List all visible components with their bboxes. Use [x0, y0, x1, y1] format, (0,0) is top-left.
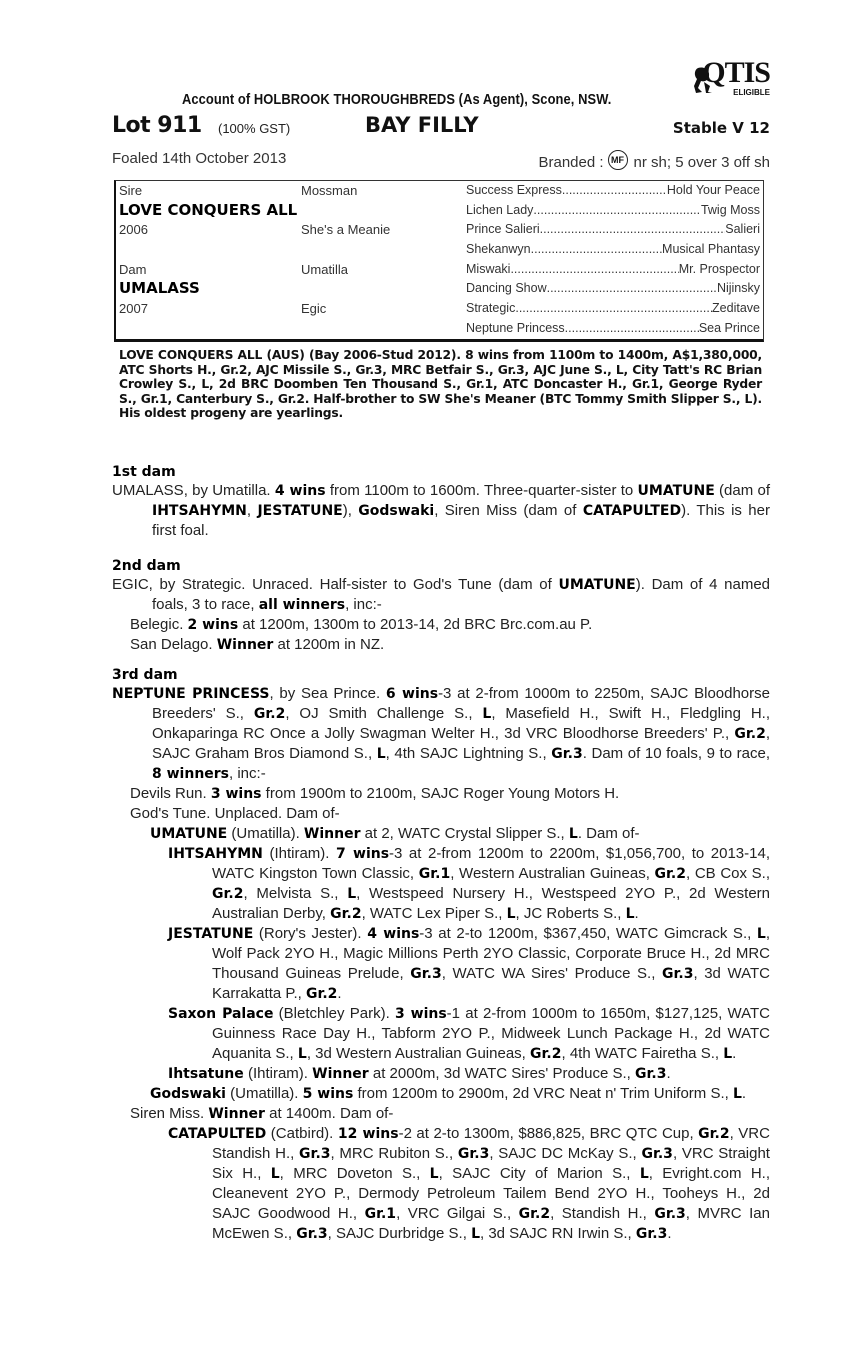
emphasis-text: L: [625, 906, 635, 922]
body-text: -1 at 2-from 1000m to 1650m, $127,125, WATC Guinness Race Day H., Tabform 2YO P., Midweek Lunch Package H., 2d WATC Aquanita S.,: [212, 1005, 770, 1062]
body-text: , MRC Rubiton S.,: [330, 1145, 458, 1162]
emphasis-text: 4 wins: [274, 483, 326, 499]
great-grandparent-sire: Sea Prince: [698, 320, 760, 335]
body-text: -2 at 2-to 1300m, $886,825, BRC QTC Cup,: [398, 1125, 699, 1142]
body-text: ). This is her first foal.: [152, 502, 770, 539]
progeny-entry: [168, 924, 770, 1004]
emphasis-text: Godswaki: [150, 1086, 226, 1102]
emphasis-text: Gr.2: [734, 726, 766, 742]
body-text: , SAJC Durbridge S.,: [327, 1225, 472, 1242]
qtis-eligible-logo: [690, 58, 770, 100]
emphasis-text: IHTSAHYMN: [168, 846, 263, 862]
body-text: , SAJC City of Marion S.,: [438, 1165, 640, 1182]
great-grandparent-row: [466, 201, 760, 221]
body-text: , Westspeed Nursery H., Westspeed 2YO P., 2d Western Australian Derby,: [212, 885, 770, 922]
body-text: , JC Roberts S.,: [515, 905, 626, 922]
dam-sire: Umatilla: [301, 261, 348, 277]
emphasis-text: Gr.2: [305, 986, 338, 1002]
body-text: ,: [246, 502, 258, 519]
leader-dots: [531, 240, 662, 260]
great-grandparent-name: Miswaki: [466, 261, 511, 276]
leader-dots: [565, 319, 699, 339]
second-dam-intro: [112, 575, 770, 615]
foaled-date: Foaled 14th October 2013: [112, 150, 287, 167]
qtis-logo-text: QTIS: [702, 56, 770, 89]
body-text: , VRC Standish H.,: [212, 1125, 770, 1162]
emphasis-text: JESTATUNE: [168, 926, 254, 942]
emphasis-text: 3 wins: [210, 786, 262, 802]
emphasis-text: JESTATUNE: [257, 503, 343, 519]
emphasis-text: 12 wins: [337, 1126, 399, 1142]
body-text: .: [732, 1045, 737, 1062]
body-text: , CB Cox S.,: [686, 865, 770, 882]
body-text: God's Tune. Unplaced. Dam of-: [130, 805, 340, 822]
first-dam-text: [112, 481, 770, 541]
emphasis-text: Gr.3: [299, 1146, 331, 1162]
progeny-entry: [130, 615, 770, 635]
emphasis-text: NEPTUNE PRINCESS: [112, 686, 270, 702]
body-text: , MRC Doveton S.,: [279, 1165, 430, 1182]
progeny-entry: [130, 1104, 770, 1124]
emphasis-text: Winner: [216, 637, 274, 653]
third-dam-intro: [112, 684, 770, 784]
body-text: , SAJC Graham Bros Diamond S.,: [152, 725, 770, 762]
emphasis-text: 6 wins: [385, 686, 439, 702]
sire-dam: She's a Meanie: [301, 222, 391, 238]
body-text: from 1200m to 2900m, 2d VRC Neat n' Trim Uniform S.,: [353, 1085, 733, 1102]
progeny-entry: [150, 824, 770, 844]
leader-dots: [547, 279, 717, 299]
great-grandparent-sire: Twig Moss: [700, 202, 760, 217]
branded-label: Branded :: [538, 154, 604, 171]
progeny-entry: [130, 804, 770, 824]
progeny-entry: [130, 784, 770, 804]
eligible-label: ELIGIBLE: [733, 88, 770, 97]
emphasis-text: 3 wins: [394, 1006, 447, 1022]
emphasis-text: Godswaki: [358, 503, 435, 519]
emphasis-text: L: [506, 906, 516, 922]
progeny-entry: [168, 1124, 770, 1244]
progeny-entry: [150, 1084, 770, 1104]
great-grandparent-row: [466, 299, 760, 319]
great-grandparent-name: Success Express: [466, 183, 562, 197]
leader-dots: [510, 260, 678, 280]
body-text: at 2000m, 3d WATC Sires' Produce S.,: [368, 1065, 636, 1082]
first-dam-heading: 1st dam: [112, 464, 176, 480]
emphasis-text: L: [723, 1046, 733, 1062]
body-text: .: [667, 1225, 672, 1242]
second-dam-progeny-list: [112, 615, 770, 655]
emphasis-text: Gr.3: [410, 966, 442, 982]
emphasis-text: UMATUNE: [558, 577, 636, 593]
body-text: ). Dam of 4 named foals, 3 to race,: [152, 576, 770, 613]
sire-summary: LOVE CONQUERS ALL (AUS) (Bay 2006-Stud 2012). 8 wins from 1100m to 1400m, A$1,380,000, ATC Shorts H., Gr.2, AJC Missile S., Gr.3, MRC Betfair S., Gr.3, AJC June S., L, City Tatt's RC Brian Crowley S., L, 2d BRC Doomben Ten Thousand S., Gr.1, ATC Doncaster H., Gr.1, George Ryder S., Gr.1, Canterbury S., Gr.2. Half-brother to SW She's Meaner (BTC Tommy Smith Slipper S., L). His oldest progeny are yearlings.: [119, 348, 762, 420]
body-text: . Dam of-: [577, 825, 640, 842]
body-text: .: [666, 1065, 671, 1082]
body-text: , 3d WATC Karrakatta P.,: [212, 965, 770, 1002]
emphasis-text: CATAPULTED: [168, 1126, 267, 1142]
emphasis-text: Gr.2: [698, 1126, 730, 1142]
body-text: , WATC WA Sires' Produce S.,: [441, 965, 662, 982]
branded-detail: nr sh; 5 over 3 off sh: [633, 154, 770, 171]
body-text: , Standish H.,: [550, 1205, 655, 1222]
dam-dam: Egic: [301, 301, 327, 317]
sire-year: 2006: [119, 222, 148, 238]
brand-info: [538, 150, 770, 171]
body-text: Belegic.: [130, 616, 188, 633]
emphasis-text: Gr.2: [330, 906, 362, 922]
great-grandparent-sire: Hold Your Peace: [666, 183, 760, 197]
third-dam-heading: 3rd dam: [112, 667, 178, 683]
emphasis-text: L: [376, 746, 386, 762]
body-text: , Western Australian Guineas,: [450, 865, 655, 882]
third-dam-section: [112, 666, 770, 1244]
leader-dots: [515, 299, 712, 319]
horse-title: BAY FILLY: [365, 113, 479, 137]
great-grandparent-name: Strategic: [466, 301, 516, 316]
body-text: , Evright.com H., Cleanevent 2YO P., Dermody Petroleum Tailem Bend 2YO H., Tooheys H., 2d SAJC Goodwood H.,: [212, 1165, 771, 1222]
body-text: , OJ Smith Challenge S.,: [285, 705, 483, 722]
body-text: . Dam of 10 foals, 9 to race,: [582, 745, 770, 762]
stable-location: Stable V 12: [672, 119, 770, 137]
body-text: (dam of: [714, 482, 770, 499]
emphasis-text: L: [639, 1166, 649, 1182]
second-dam-heading: 2nd dam: [112, 558, 181, 574]
body-text: at 1200m, 1300m to 2013-14, 2d BRC Brc.com.au P.: [238, 616, 593, 633]
lot-number: Lot 911: [112, 113, 202, 138]
body-text: , 3d Western Australian Guineas,: [306, 1045, 531, 1062]
emphasis-text: 8 winners: [152, 766, 230, 782]
great-grandparent-row: [466, 279, 760, 299]
lot-header: [112, 113, 770, 141]
body-text: Siren Miss.: [130, 1105, 209, 1122]
body-text: -3 at 2-from 1200m to 2200m, $1,056,700, to 2013-14, WATC Kingston Town Classic,: [212, 845, 770, 882]
body-text: San Delago.: [130, 636, 217, 653]
body-text: , Wolf Pack 2YO H., Magic Millions Perth 2YO Classic, Corporate Bruce H., 2d MRC Thousand Guineas Prelude,: [212, 925, 770, 982]
great-grandparent-name: Prince Salieri: [466, 222, 540, 237]
body-text: from 1100m to 1600m. Three-quarter-sister to: [325, 482, 638, 499]
progeny-entry: [168, 1064, 770, 1084]
body-text: from 1900m to 2100m, SAJC Roger Young Motors H.: [261, 785, 620, 802]
body-text: at 1200m in NZ.: [273, 636, 385, 653]
emphasis-text: Gr.3: [661, 966, 694, 982]
great-grandparent-name: Dancing Show: [466, 281, 547, 296]
pedigree-parents-column: [119, 181, 299, 319]
emphasis-text: Winner: [303, 826, 361, 842]
body-text: ),: [342, 502, 359, 519]
body-text: , Siren Miss (dam of: [434, 502, 583, 519]
body-text: , 4th SAJC Lightning S.,: [385, 745, 552, 762]
progeny-entry: [168, 844, 770, 924]
great-grandparent-sire: Zeditave: [712, 301, 760, 316]
emphasis-text: Gr.3: [654, 1206, 686, 1222]
body-text: .: [337, 985, 342, 1002]
emphasis-text: Gr.3: [635, 1226, 668, 1242]
pedigree-table: [114, 180, 764, 342]
great-grandparent-sire: Mr. Prospector: [678, 261, 760, 276]
emphasis-text: L: [471, 1226, 480, 1242]
body-text: , WATC Lex Piper S.,: [361, 905, 507, 922]
body-text: .: [741, 1085, 747, 1102]
second-dam-section: [112, 557, 770, 655]
emphasis-text: L: [568, 826, 578, 842]
great-grandparent-name: Shekanwyn: [466, 242, 531, 257]
gst-note: (100% GST): [218, 121, 291, 136]
body-text: .: [634, 905, 639, 922]
emphasis-text: Gr.2: [530, 1046, 562, 1062]
emphasis-text: Gr.3: [635, 1066, 667, 1082]
emphasis-text: L: [347, 886, 357, 902]
body-text: , 3d SAJC RN Irwin S.,: [479, 1225, 636, 1242]
emphasis-text: L: [756, 926, 766, 942]
emphasis-text: Saxon Palace: [168, 1006, 274, 1022]
body-text: UMALASS, by Umatilla.: [112, 482, 275, 499]
body-text: , inc:-: [345, 596, 382, 613]
emphasis-text: Gr.1: [418, 866, 451, 882]
brand-mark-icon: MF: [608, 150, 628, 170]
body-text: -3 at 2-from 1000m to 2250m, SAJC Bloodhorse Breeders' S.,: [152, 685, 770, 722]
emphasis-text: Winner: [208, 1106, 265, 1122]
great-grandparent-row: [466, 220, 760, 240]
emphasis-text: 5 wins: [302, 1086, 354, 1102]
sire-name: LOVE CONQUERS ALL: [119, 200, 298, 219]
emphasis-text: 7 wins: [336, 846, 390, 862]
leader-dots: [533, 201, 701, 221]
emphasis-text: Gr.2: [654, 866, 686, 882]
dam-year: 2007: [119, 301, 148, 317]
emphasis-text: CATAPULTED: [582, 503, 682, 519]
great-grandparent-sire: Nijinsky: [716, 281, 760, 296]
body-text: , Masefield H., Swift H., Fledgling H., Onkaparinga RC Once a Jolly Swagman Welter H., 3d VRC Bloodhorse Breeders' P.,: [152, 705, 770, 742]
first-dam-section: [112, 463, 770, 541]
emphasis-text: Gr.2: [518, 1206, 551, 1222]
emphasis-text: IHTSAHYMN: [152, 503, 247, 519]
great-grandparent-name: Lichen Lady: [466, 202, 534, 217]
emphasis-text: L: [482, 706, 492, 722]
body-text: (Ihtiram).: [243, 1065, 313, 1082]
leader-dots: [540, 220, 726, 240]
body-text: (Umatilla).: [227, 825, 304, 842]
body-text: Devils Run.: [130, 785, 211, 802]
vendor-account: Account of HOLBROOK THOROUGHBREDS (As Agent), Scone, NSW.: [182, 91, 612, 108]
great-grandparent-row: [466, 260, 760, 280]
great-grandparent-sire: Musical Phantasy: [662, 242, 760, 257]
emphasis-text: L: [297, 1046, 307, 1062]
body-text: , Melvista S.,: [243, 885, 348, 902]
emphasis-text: L: [270, 1166, 280, 1182]
third-dam-progeny-list: [112, 784, 770, 1244]
emphasis-text: UMATUNE: [637, 483, 715, 499]
great-grandparent-row: [466, 319, 760, 339]
body-text: (Ihtiram).: [262, 845, 337, 862]
emphasis-text: Gr.2: [253, 706, 286, 722]
body-text: at 1400m. Dam of-: [264, 1105, 394, 1122]
body-text: (Bletchley Park).: [273, 1005, 395, 1022]
sire-sire: Mossman: [301, 183, 358, 198]
emphasis-text: UMATUNE: [150, 826, 228, 842]
leader-dots: [562, 181, 667, 201]
body-text: , by Sea Prince.: [269, 685, 386, 702]
great-grandparent-name: Neptune Princess: [466, 320, 565, 335]
body-text: (Umatilla).: [225, 1085, 303, 1102]
body-text: , MVRC Ian McEwen S.,: [212, 1205, 770, 1242]
emphasis-text: Gr.3: [551, 746, 583, 762]
body-text: (Rory's Jester).: [253, 925, 368, 942]
emphasis-text: Gr.3: [457, 1146, 490, 1162]
emphasis-text: L: [732, 1086, 742, 1102]
body-text: , 4th WATC Fairetha S.,: [561, 1045, 724, 1062]
body-text: , VRC Straight Six H.,: [212, 1145, 770, 1182]
great-grandparent-row: [466, 181, 760, 201]
body-text: , SAJC DC McKay S.,: [489, 1145, 642, 1162]
progeny-entry: [168, 1004, 770, 1064]
emphasis-text: Gr.3: [296, 1226, 328, 1242]
body-text: at 2, WATC Crystal Slipper S.,: [360, 825, 569, 842]
sire-label: Sire: [119, 183, 143, 198]
emphasis-text: 4 wins: [367, 926, 420, 942]
dam-label: Dam: [119, 261, 147, 277]
emphasis-text: Gr.1: [364, 1206, 397, 1222]
emphasis-text: Gr.3: [641, 1146, 673, 1162]
great-grandparent-sire: Salieri: [725, 222, 760, 237]
emphasis-text: Winner: [312, 1066, 369, 1082]
body-text: , inc:-: [229, 765, 266, 782]
emphasis-text: Gr.2: [212, 886, 244, 902]
dam-name: UMALASS: [119, 279, 200, 298]
pedigree-great-grandparents-column: [466, 181, 760, 339]
great-grandparent-row: [466, 240, 760, 260]
emphasis-text: all winners: [258, 597, 346, 613]
emphasis-text: Ihtsatune: [168, 1066, 244, 1082]
pedigree-grandparents-column: [301, 181, 461, 319]
progeny-entry: [130, 635, 770, 655]
body-text: (Catbird).: [266, 1125, 338, 1142]
emphasis-text: L: [429, 1166, 439, 1182]
body-text: , VRC Gilgai S.,: [396, 1205, 519, 1222]
emphasis-text: 2 wins: [187, 617, 239, 633]
body-text: -3 at 2-to 1200m, $367,450, WATC Gimcrack S.,: [419, 925, 757, 942]
body-text: EGIC, by Strategic. Unraced. Half-sister to God's Tune (dam of: [112, 576, 559, 593]
